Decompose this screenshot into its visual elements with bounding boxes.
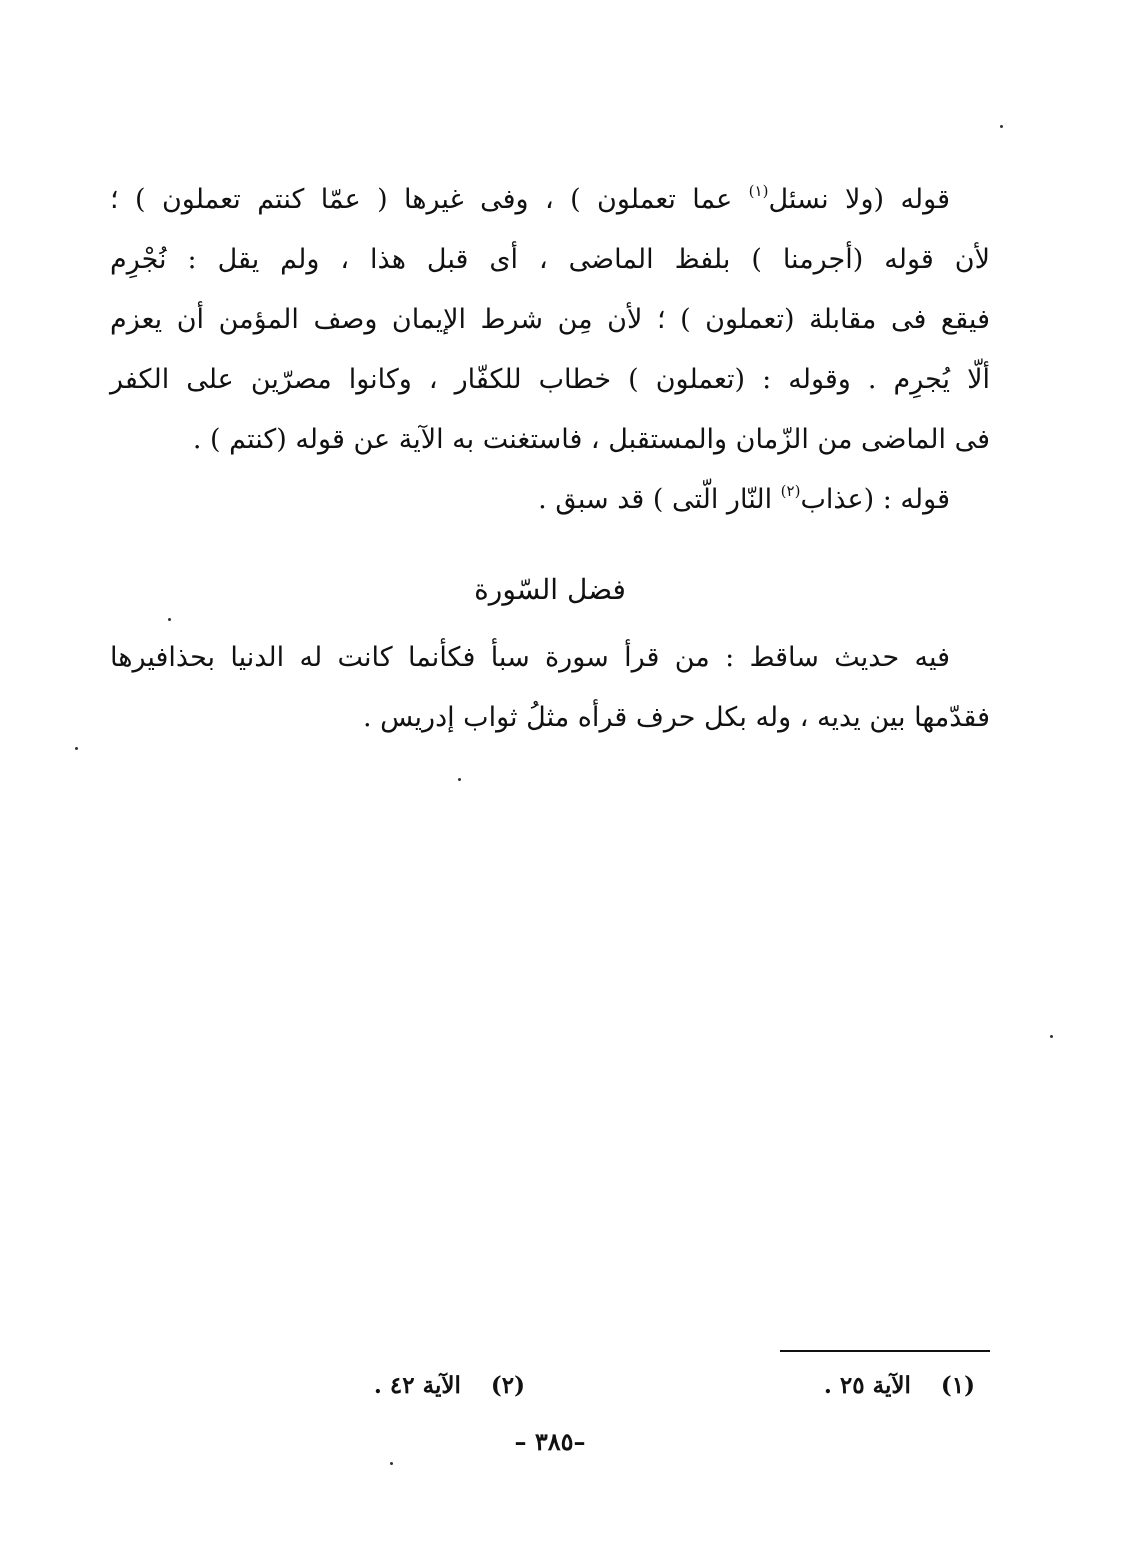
text-line: [110, 170, 990, 230]
text-line: [110, 470, 990, 530]
footnote-number: (٢): [490, 1372, 525, 1399]
text-segment: النّار الّتى ) قد سبق .: [538, 484, 781, 515]
text-segment: عما تعملون ) ، وفى غيرها ( عمّا كنتم تعملون ) ؛: [110, 184, 749, 215]
scan-speck: [1000, 125, 1003, 128]
text-segment: قوله : (عذاب: [800, 484, 950, 515]
footnote: [824, 1370, 975, 1402]
footnote-marker: (٢): [780, 482, 801, 500]
footnote: [374, 1370, 525, 1402]
scan-speck: [168, 618, 171, 621]
scan-speck: [1050, 1035, 1053, 1038]
page-number: –٣٨٥ –: [514, 1427, 586, 1456]
footnote-marker: (١): [748, 182, 769, 200]
section-heading: فضل السّورة: [474, 573, 626, 606]
text-line: فيه حديث ساقط : من قرأ سورة سبأ فكأنما كانت له الدنيا بحذافيرها: [110, 642, 950, 673]
text-line: فيقع فى مقابلة (تعملون ) ؛ لأن مِن شرط الإيمان وصف المؤمن أن يعزم: [110, 304, 990, 335]
scan-speck: [390, 1462, 393, 1465]
footnote-number: (١): [940, 1372, 975, 1399]
text-segment: قوله (ولا نسئل: [768, 184, 951, 215]
text-line: لأن قوله (أجرمنا ) بلفظ الماضى ، أى قبل هذا ، ولم يقل : نُجْرِم: [110, 244, 990, 275]
footnote-text: الآية ٤٢ .: [373, 1372, 461, 1399]
text-line: فى الماضى من الزّمان والمستقبل ، فاستغنت به الآية عن قوله (كنتم ) .: [192, 424, 990, 455]
text-line: فقدّمها بين يديه ، وله بكل حرف قرأه مثلُ ثواب إدريس .: [362, 702, 990, 733]
main-paragraph: [110, 170, 990, 530]
scan-speck: [458, 778, 461, 781]
scan-speck: [75, 747, 78, 750]
text-line: ألّا يُجرِم . وقوله : (تعملون ) خطاب للكفّار ، وكانوا مصرّين على الكفر: [110, 364, 990, 395]
footnote-text: الآية ٢٥ .: [823, 1372, 911, 1399]
section-paragraph: [110, 628, 990, 748]
footnote-divider: [780, 1350, 990, 1352]
